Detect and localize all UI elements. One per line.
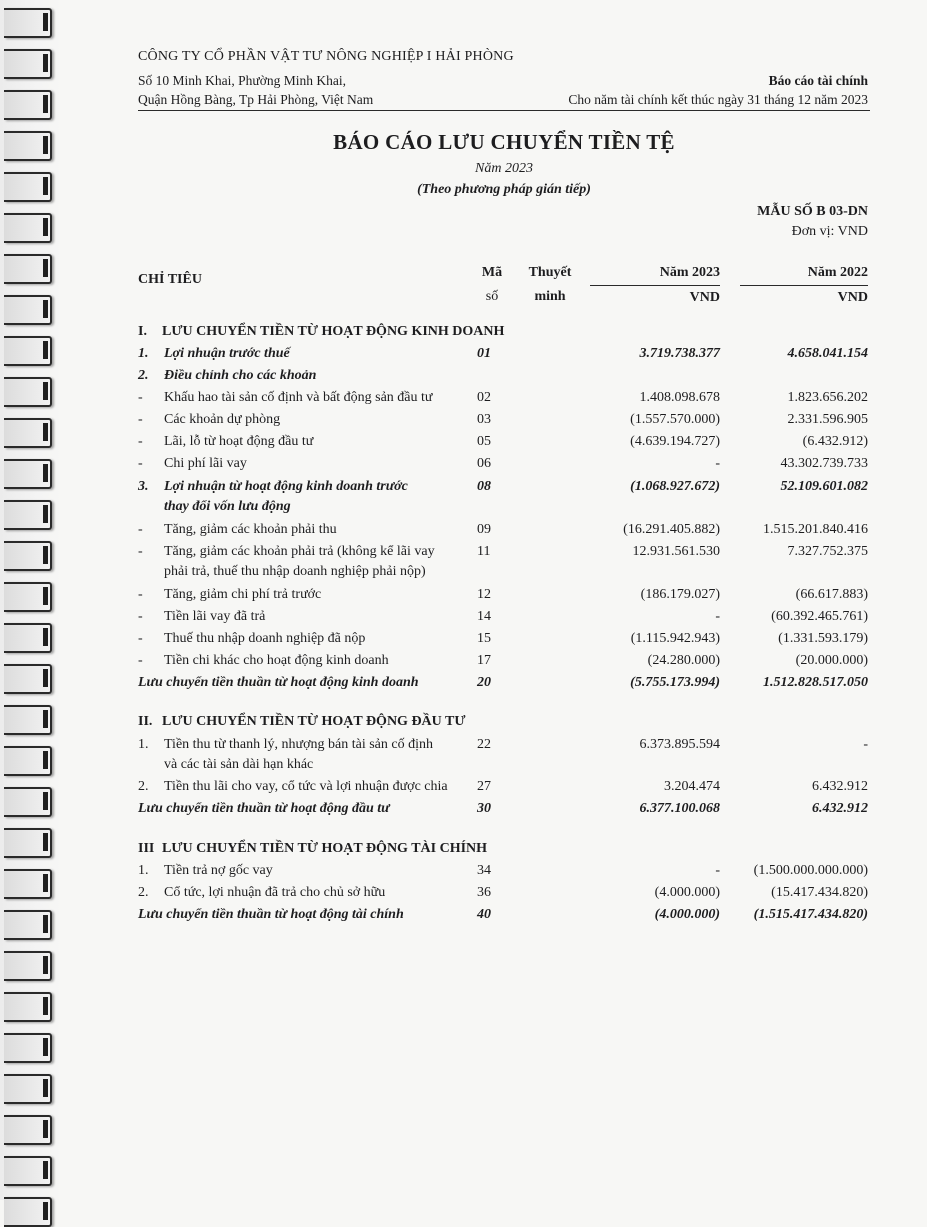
binding-ring — [4, 459, 52, 489]
row-index: 1. — [138, 863, 149, 878]
row-value-2023: 3.719.738.377 — [639, 346, 720, 361]
row-label: LƯU CHUYỂN TIỀN TỪ HOẠT ĐỘNG KINH DOANH — [162, 324, 505, 339]
form-number: MẪU SỐ B 03-DN — [757, 204, 868, 219]
row-value-2023: 12.931.561.530 — [632, 544, 720, 559]
row-index: - — [138, 544, 143, 559]
row-code: 05 — [477, 434, 491, 449]
row-value-2022: 4.658.041.154 — [787, 346, 868, 361]
binding-ring — [4, 1033, 52, 1063]
row-index: - — [138, 631, 143, 646]
binding-ring — [4, 90, 52, 120]
row-label: Khấu hao tài sản cố định và bất động sản đầu tư — [164, 390, 433, 405]
spiral-binding — [0, 0, 62, 1200]
column-header-ma: Mã — [481, 265, 503, 280]
row-code: 03 — [477, 412, 491, 427]
column-header-so: số — [485, 289, 499, 304]
row-index: - — [138, 412, 143, 427]
row-index: - — [138, 653, 143, 668]
binding-ring — [4, 500, 52, 530]
row-code: 12 — [477, 587, 491, 602]
row-label: Tiền thu lãi cho vay, cổ tức và lợi nhuận được chia — [164, 779, 448, 794]
binding-ring — [4, 1197, 52, 1227]
row-label: Tăng, giảm chi phí trả trước — [164, 587, 322, 602]
row-value-2023: (1.557.570.000) — [630, 412, 720, 427]
report-method: (Theo phương pháp gián tiếp) — [417, 182, 591, 197]
row-code: 14 — [477, 609, 491, 624]
row-label: Các khoản dự phòng — [164, 412, 281, 427]
row-code: 06 — [477, 456, 491, 471]
company-name: CÔNG TY CỔ PHẦN VẬT TƯ NÔNG NGHIỆP I HẢI PHÒNG — [138, 49, 514, 64]
row-index: - — [138, 456, 143, 471]
row-index: I. — [138, 324, 147, 339]
row-code: 27 — [477, 779, 491, 794]
row-value-2022: (6.432.912) — [802, 434, 868, 449]
row-label: phải trả, thuế thu nhập doanh nghiệp phải nộp) — [164, 564, 426, 579]
binding-ring — [4, 8, 52, 38]
row-value-2023: (4.000.000) — [654, 885, 720, 900]
row-value-2022: (1.500.000.000.000) — [753, 863, 868, 878]
column-header-thuyet: Thuyết — [528, 265, 572, 280]
row-value-2023: (4.000.000) — [654, 907, 720, 922]
binding-ring — [4, 1115, 52, 1145]
row-code: 36 — [477, 885, 491, 900]
row-value-2023: 6.377.100.068 — [639, 801, 720, 816]
row-code: 20 — [477, 675, 491, 690]
row-value-2023: 3.204.474 — [664, 779, 720, 794]
row-value-2022: 1.823.656.202 — [787, 390, 868, 405]
row-code: 34 — [477, 863, 491, 878]
address-line-1: Số 10 Minh Khai, Phường Minh Khai, — [138, 73, 346, 88]
row-label: LƯU CHUYỂN TIỀN TỪ HOẠT ĐỘNG TÀI CHÍNH — [162, 841, 488, 856]
row-value-2022: 7.327.752.375 — [787, 544, 868, 559]
row-label: Cổ tức, lợi nhuận đã trả cho chủ sở hữu — [164, 885, 386, 900]
row-label: Tiền thu từ thanh lý, nhượng bán tài sản cố định — [164, 737, 433, 752]
row-label: Tăng, giảm các khoản phải thu — [164, 522, 337, 537]
report-period: Cho năm tài chính kết thúc ngày 31 tháng 12 năm 2023 — [568, 92, 868, 107]
binding-ring — [4, 910, 52, 940]
column-header-year1: Năm 2023 — [659, 265, 720, 280]
column-header-minh: minh — [534, 289, 566, 304]
binding-ring — [4, 213, 52, 243]
column-header-chi-tieu: CHỈ TIÊU — [138, 272, 202, 287]
row-index: II. — [138, 714, 153, 729]
binding-ring — [4, 254, 52, 284]
row-value-2022: (15.417.434.820) — [771, 885, 868, 900]
row-code: 40 — [477, 907, 491, 922]
row-label: Lưu chuyển tiền thuần từ hoạt động tài chính — [138, 907, 404, 922]
row-code: 15 — [477, 631, 491, 646]
row-label: và các tài sản dài hạn khác — [164, 757, 314, 772]
row-index: 2. — [138, 885, 149, 900]
binding-ring — [4, 664, 52, 694]
row-value-2022: 43.302.739.733 — [780, 456, 868, 471]
row-value-2023: 6.373.895.594 — [639, 737, 720, 752]
row-value-2023: (24.280.000) — [647, 653, 720, 668]
binding-ring — [4, 869, 52, 899]
binding-ring — [4, 1156, 52, 1186]
column-header-year1-unit: VND — [590, 285, 720, 308]
column-header-year2: Năm 2022 — [807, 265, 868, 280]
report-title: BÁO CÁO LƯU CHUYỂN TIỀN TỆ — [333, 130, 675, 154]
header-divider — [138, 110, 870, 111]
row-index: - — [138, 434, 143, 449]
row-label: Lưu chuyển tiền thuần từ hoạt động kinh doanh — [138, 675, 419, 690]
column-header-code — [477, 263, 507, 307]
row-value-2023: - — [715, 609, 720, 624]
row-code: 17 — [477, 653, 491, 668]
row-index: III — [138, 841, 155, 856]
row-value-2023: - — [715, 863, 720, 878]
binding-ring — [4, 746, 52, 776]
row-index: - — [138, 522, 143, 537]
binding-ring — [4, 49, 52, 79]
row-index: 3. — [138, 479, 149, 494]
column-header-year-2023 — [590, 263, 720, 308]
row-code: 30 — [477, 801, 491, 816]
row-value-2022: (1.331.593.179) — [778, 631, 868, 646]
binding-ring — [4, 951, 52, 981]
row-label: Tiền trả nợ gốc vay — [164, 863, 273, 878]
binding-ring — [4, 418, 52, 448]
row-value-2023: (1.115.942.943) — [630, 631, 720, 646]
binding-ring — [4, 582, 52, 612]
row-value-2022: 1.515.201.840.416 — [763, 522, 868, 537]
binding-ring — [4, 623, 52, 653]
row-code: 08 — [477, 479, 491, 494]
row-code: 01 — [477, 346, 491, 361]
row-label: Tiền lãi vay đã trả — [164, 609, 266, 624]
row-label: Tiền chi khác cho hoạt động kinh doanh — [164, 653, 389, 668]
column-header-year2-unit: VND — [740, 285, 868, 308]
row-value-2022: 6.432.912 — [812, 801, 868, 816]
row-value-2022: 6.432.912 — [812, 779, 868, 794]
row-code: 22 — [477, 737, 491, 752]
row-label: Điều chỉnh cho các khoản — [164, 368, 317, 383]
binding-ring — [4, 377, 52, 407]
row-index: - — [138, 390, 143, 405]
row-value-2022: (20.000.000) — [795, 653, 868, 668]
row-code: 11 — [477, 544, 491, 559]
row-value-2022: 52.109.601.082 — [780, 479, 868, 494]
row-value-2023: - — [715, 456, 720, 471]
row-value-2022: 1.512.828.517.050 — [763, 675, 868, 690]
row-label: Lợi nhuận trước thuế — [164, 346, 290, 361]
row-value-2023: (4.639.194.727) — [630, 434, 720, 449]
row-value-2023: (5.755.173.994) — [630, 675, 720, 690]
binding-ring — [4, 787, 52, 817]
row-index: - — [138, 609, 143, 624]
report-year: Năm 2023 — [475, 161, 533, 176]
document-page — [138, 0, 870, 1200]
row-index: - — [138, 587, 143, 602]
row-label: Lãi, lỗ từ hoạt động đầu tư — [164, 434, 314, 449]
row-index: 2. — [138, 368, 149, 383]
column-header-year-2022 — [740, 263, 868, 308]
row-value-2022: (60.392.465.761) — [771, 609, 868, 624]
row-value-2023: (16.291.405.882) — [623, 522, 720, 537]
binding-ring — [4, 172, 52, 202]
row-label: Tăng, giảm các khoản phải trả (không kể lãi vay — [164, 544, 435, 559]
binding-ring — [4, 828, 52, 858]
binding-ring — [4, 295, 52, 325]
column-header-note — [518, 263, 582, 307]
binding-ring — [4, 336, 52, 366]
report-type: Báo cáo tài chính — [768, 73, 868, 88]
row-value-2023: 1.408.098.678 — [639, 390, 720, 405]
row-index: 2. — [138, 779, 149, 794]
row-value-2022: (66.617.883) — [795, 587, 868, 602]
row-index: 1. — [138, 346, 149, 361]
row-label: LƯU CHUYỂN TIỀN TỪ HOẠT ĐỘNG ĐẦU TƯ — [162, 714, 466, 729]
row-value-2022: 2.331.596.905 — [787, 412, 868, 427]
binding-ring — [4, 131, 52, 161]
binding-ring — [4, 541, 52, 571]
row-label: thay đổi vốn lưu động — [164, 499, 291, 514]
row-value-2022: - — [863, 737, 868, 752]
binding-ring — [4, 992, 52, 1022]
row-code: 09 — [477, 522, 491, 537]
address-line-2: Quận Hồng Bàng, Tp Hải Phòng, Việt Nam — [138, 92, 374, 107]
row-index: 1. — [138, 737, 149, 752]
row-label: Lưu chuyển tiền thuần từ hoạt động đầu tư — [138, 801, 390, 816]
binding-ring — [4, 1074, 52, 1104]
row-value-2023: (186.179.027) — [640, 587, 720, 602]
currency-unit: Đơn vị: VND — [791, 224, 868, 239]
row-label: Thuế thu nhập doanh nghiệp đã nộp — [164, 631, 366, 646]
row-label: Lợi nhuận từ hoạt động kinh doanh trước — [164, 479, 408, 494]
binding-ring — [4, 705, 52, 735]
row-label: Chi phí lãi vay — [164, 456, 247, 471]
row-value-2023: (1.068.927.672) — [630, 479, 720, 494]
row-value-2022: (1.515.417.434.820) — [753, 907, 868, 922]
row-code: 02 — [477, 390, 491, 405]
